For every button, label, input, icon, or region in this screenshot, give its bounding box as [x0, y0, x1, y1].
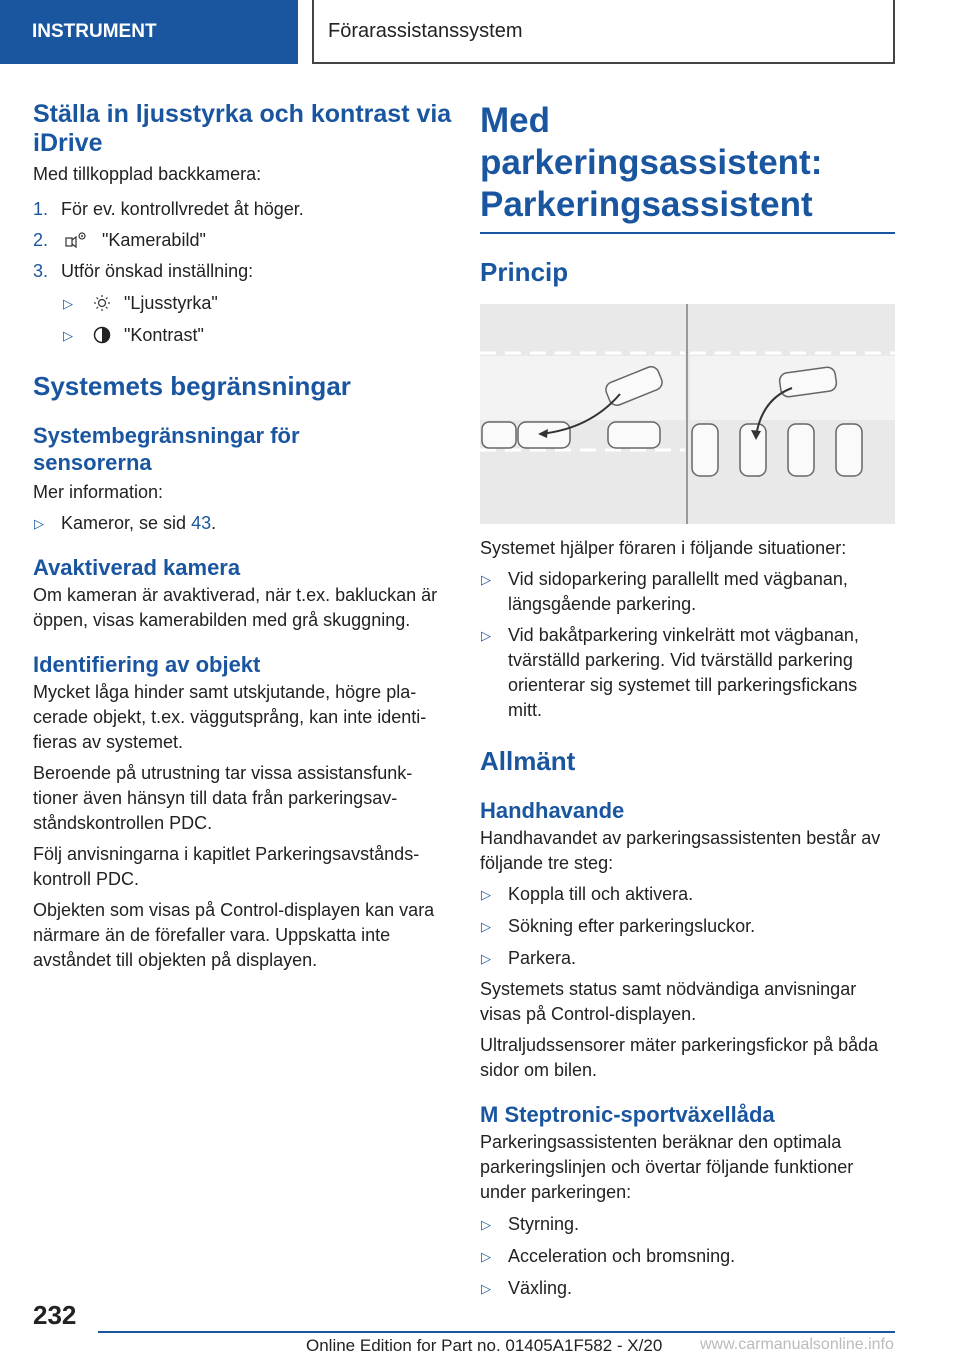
sensors-heading: Systembegränsningar för sensorerna: [33, 423, 300, 475]
step-number: 2.: [33, 230, 49, 250]
triangle-bullet-icon: ▷: [481, 887, 491, 902]
steptronic-item: [480, 1244, 895, 1269]
triangle-bullet-icon: ▷: [481, 572, 491, 587]
deactivated-text: Om kameran är avaktiverad, när t.ex. bakluckan är öppen, visas kamerabilden med grå skuggning.: [33, 585, 438, 630]
steptronic-item-text: Acceleration och bromsning.: [508, 1246, 736, 1266]
principle-item: [480, 567, 895, 617]
page-link[interactable]: 43: [191, 513, 212, 533]
triangle-bullet-icon: ▷: [63, 296, 73, 311]
cameras-ref-end: .: [211, 513, 217, 533]
steps-list: [33, 197, 453, 348]
handling-paragraph-2: Ultraljudssensorer mäter parkeringsfickor på båda sidor om bilen.: [480, 1035, 879, 1080]
handling-item-text: Koppla till och aktivera.: [508, 884, 694, 904]
watermark: www.carmanualsonline.info: [700, 1336, 894, 1353]
triangle-bullet-icon: ▷: [481, 1217, 491, 1232]
handling-paragraph-1: Systemets status samt nödvändiga anvisningar visas på Control-displayen.: [480, 979, 857, 1024]
principle-item-text: Vid bakåtparkering vinkelrätt mot vägbanan, tvärställd parkering. Vid tvärställd parkering orienterar sig systemet till parkeringsfickans mitt.: [508, 625, 859, 720]
brightness-contrast-heading: Ställa in ljusstyrka och kontrast via iDrive: [33, 100, 452, 157]
sub-step-brightness: [33, 291, 453, 316]
limits-heading: Systemets begränsningar: [33, 371, 351, 401]
handling-heading: Handhavande: [480, 798, 625, 823]
principle-intro: Systemet hjälper föraren i följande situationer:: [480, 538, 847, 558]
parking-illustration: [480, 304, 895, 524]
contrast-icon: [91, 326, 113, 344]
objects-paragraph-1: Mycket låga hinder samt utskjutande, högre pla-cerade objekt, t.ex. väggutsprång, kan inte identi-fieras av systemet.: [33, 682, 427, 752]
edition-text: Online Edition for Part no. 01405A1F582 - X/20: [306, 1336, 663, 1355]
camera-settings-icon: [61, 231, 91, 249]
cameras-ref: [33, 511, 453, 536]
parking-assistant-heading: Med parkeringsassistent: Parkeringsassistent: [480, 100, 895, 234]
step-2: [33, 228, 453, 253]
left-column: [33, 100, 453, 973]
page-number: 232: [33, 1300, 77, 1330]
handling-item-text: Sökning efter parkeringsluckor.: [508, 916, 756, 936]
cameras-ref-text: Kameror, se sid: [61, 513, 187, 533]
principle-item-text: Vid sidoparkering parallellt med vägbanan, längsgående parkering.: [508, 569, 848, 614]
principle-heading: Princip: [480, 257, 569, 287]
step-text: Utför önskad inställning:: [61, 261, 254, 281]
triangle-bullet-icon: ▷: [63, 328, 73, 343]
more-info-text: Mer information:: [33, 482, 164, 502]
steptronic-item: [480, 1276, 895, 1301]
step-number: 1.: [33, 199, 49, 219]
objects-heading: Identifiering av objekt: [33, 652, 261, 677]
handling-item: [480, 946, 895, 971]
footer-divider: [98, 1331, 895, 1333]
handling-item-text: Parkera.: [508, 948, 577, 968]
chapter-tab: INSTRUMENT: [0, 0, 298, 64]
triangle-bullet-icon: ▷: [481, 919, 491, 934]
steptronic-item-text: Växling.: [508, 1278, 573, 1298]
step-number: 3.: [33, 261, 49, 281]
triangle-bullet-icon: ▷: [481, 1281, 491, 1296]
parking-diagram-svg: [480, 304, 895, 524]
objects-paragraph-4: Objekten som visas på Control-displayen kan vara närmare än de förefaller vara. Uppskatta inte avståndet till objekten på displayen.: [33, 900, 435, 970]
steptronic-heading: M Steptronic-sportväxellåda: [480, 1102, 775, 1127]
principle-item: [480, 623, 895, 723]
handling-item: [480, 882, 895, 907]
step-text: För ev. kontrollvredet åt höger.: [61, 199, 304, 219]
sub-step-contrast: [33, 323, 453, 348]
brightness-icon: [91, 294, 113, 312]
steptronic-item-text: Styrning.: [508, 1214, 580, 1234]
section-title: Förarassistanssystem: [312, 0, 895, 64]
handling-item: [480, 914, 895, 939]
deactivated-heading: Avaktiverad kamera: [33, 555, 241, 580]
general-heading: Allmänt: [480, 746, 576, 776]
triangle-bullet-icon: ▷: [481, 628, 491, 643]
triangle-bullet-icon: ▷: [34, 516, 44, 531]
step-3: [33, 259, 453, 284]
intro-text: Med tillkopplad backkamera:: [33, 164, 262, 184]
steptronic-intro: Parkeringsassistenten beräknar den optimala parkeringslinjen och övertar följande funktioner under parkeringen:: [480, 1132, 854, 1202]
objects-paragraph-3: Följ anvisningarna i kapitlet Parkeringsavstånds-kontroll PDC.: [33, 844, 420, 889]
right-column: [480, 100, 895, 1301]
sub-step-text: "Ljusstyrka": [124, 293, 218, 313]
objects-paragraph-2: Beroende på utrustning tar vissa assistansfunk-tioner även hänsyn till data från parkeringsav-ståndskontrollen PDC.: [33, 763, 413, 833]
sub-step-text: "Kontrast": [124, 325, 204, 345]
steptronic-item: [480, 1212, 895, 1237]
handling-intro: Handhavandet av parkeringsassistenten består av följande tre steg:: [480, 828, 881, 873]
triangle-bullet-icon: ▷: [481, 951, 491, 966]
triangle-bullet-icon: ▷: [481, 1249, 491, 1264]
step-text: "Kamerabild": [102, 230, 206, 250]
step-1: [33, 197, 453, 222]
